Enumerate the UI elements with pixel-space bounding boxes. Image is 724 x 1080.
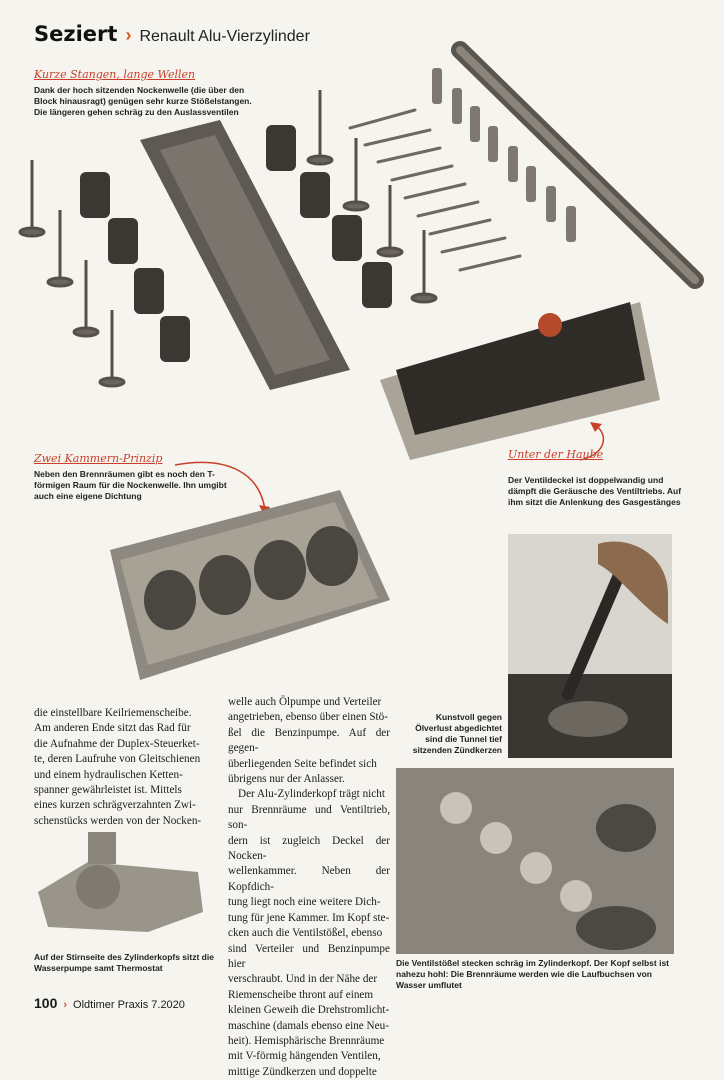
body-line: te, deren Laufruhe von Gleitschienen [34, 753, 201, 766]
chevron-right-icon: › [125, 25, 132, 45]
body-line: verschraubt. Und in der Nähe der [228, 973, 378, 986]
body-column-1 [34, 706, 218, 829]
caption-title: Unter der Haube [508, 448, 604, 461]
body-line: heit). Hemisphärische Brennräume [228, 1034, 385, 1047]
body-line: tung für jene Kammer. Im Kopf ste- [228, 911, 390, 924]
cylinder-head-photo [100, 490, 400, 690]
body-line: spanner gewährleistet ist. Mittels [34, 784, 182, 797]
body-line: nur Brennräume und Ventiltrieb, son- [228, 803, 390, 832]
body-line: die Aufnahme der Duplex-Steuerket- [34, 737, 200, 750]
topic-title: Renault Alu-Vierzylinder [139, 28, 310, 45]
body-line: maschine (damals ebenso eine Neu- [228, 1019, 389, 1032]
body-line: tung liegt noch eine weitere Dich- [228, 896, 381, 909]
caption-text: Dank der hoch sitzenden Nockenwelle (die über den Block hinausragt) genügen sehr kurze Stößelstangen. Die längeren gehen schräg zu den Auslassventilen [34, 85, 252, 117]
body-line: übrigens nur der Anlasser. [228, 773, 345, 786]
caption-ventilstoessel [396, 958, 678, 991]
page-number: 100 [34, 995, 58, 1011]
body-column-2 [228, 695, 390, 1080]
caption-wasserpumpe [34, 952, 218, 974]
spark-plug-tool-photo [508, 534, 672, 758]
body-line: mit V-förmig hängenden Ventilen, [228, 1050, 381, 1063]
caption-stangen [34, 68, 264, 118]
body-line: überliegenden Seite befindet sich [228, 757, 377, 770]
body-line: sind Verteiler und Benzinpumpe hier [228, 942, 390, 970]
page-footer [34, 995, 185, 1011]
body-line: welle auch Ölpumpe und Verteiler [228, 696, 382, 708]
caption-text: Die Ventilstößel stecken schräg im Zylinderkopf. Der Kopf selbst ist nahezu hohl: Die Brennräume werden wie die Laufbuchsen von Wasser umflutet [396, 958, 670, 990]
caption-title: Zwei Kammern-Prinzip [34, 452, 163, 465]
body-line: kleinen Geweih die Drehstromlicht- [228, 1004, 390, 1017]
body-line: ßel die Benzinpumpe. Auf der gegen- [228, 726, 390, 755]
body-line: eines kurzen schrägverzahnten Zwi- [34, 799, 196, 812]
valve-tappets-photo [396, 768, 674, 954]
body-line: wellenkammer. Neben der Kopfdich- [228, 865, 390, 893]
body-line: dern ist zugleich Deckel der Nocken- [228, 834, 390, 863]
caption-text: Kunstvoll gegen Ölverlust abgedichtet sind die Tunnel tief sitzenden Zündkerzen [412, 712, 502, 755]
caption-text: Auf der Stirnseite des Zylinderkopfs sitzt die Wasserpumpe samt Thermostat [34, 952, 214, 973]
magazine-issue: Oldtimer Praxis 7.2020 [73, 999, 185, 1011]
body-line: schenstücks werden von der Nocken- [34, 814, 202, 827]
caption-title: Kurze Stangen, lange Wellen [34, 68, 196, 81]
body-line: angetrieben, ebenso über einen Stö- [228, 711, 388, 724]
body-line: Riemenscheibe thront auf einem [228, 988, 374, 1001]
body-line: cken auch die Ventilstößel, ebenso [228, 927, 383, 940]
caption-text: Der Ventildeckel ist doppelwandig und dämpft die Geräusche des Ventiltriebs. Auf ihm sitzt die Anlenkung des Gasgestänges [508, 475, 682, 507]
body-line: und einem hydraulischen Ketten- [34, 768, 183, 781]
caption-oelverlust [400, 712, 502, 756]
arrow-icon [560, 420, 620, 465]
body-line: mittige Zündkerzen und doppelte [228, 1065, 377, 1078]
caption-text: Neben den Brennräumen gibt es noch den T-förmigen Raum für die Nockenwelle. Ihn umgibt auch eine eigene Dichtung [34, 469, 227, 501]
section-title: Seziert [34, 22, 118, 46]
body-line: die einstellbare Keilriemenscheibe. [34, 707, 192, 719]
water-pump-photo [28, 832, 212, 942]
camshaft-image [460, 50, 695, 280]
body-line: Der Alu-Zylinderkopf trägt nicht [238, 788, 385, 801]
chevron-right-icon: › [63, 999, 68, 1011]
body-line: Am anderen Ende sitzt das Rad für [34, 722, 191, 735]
